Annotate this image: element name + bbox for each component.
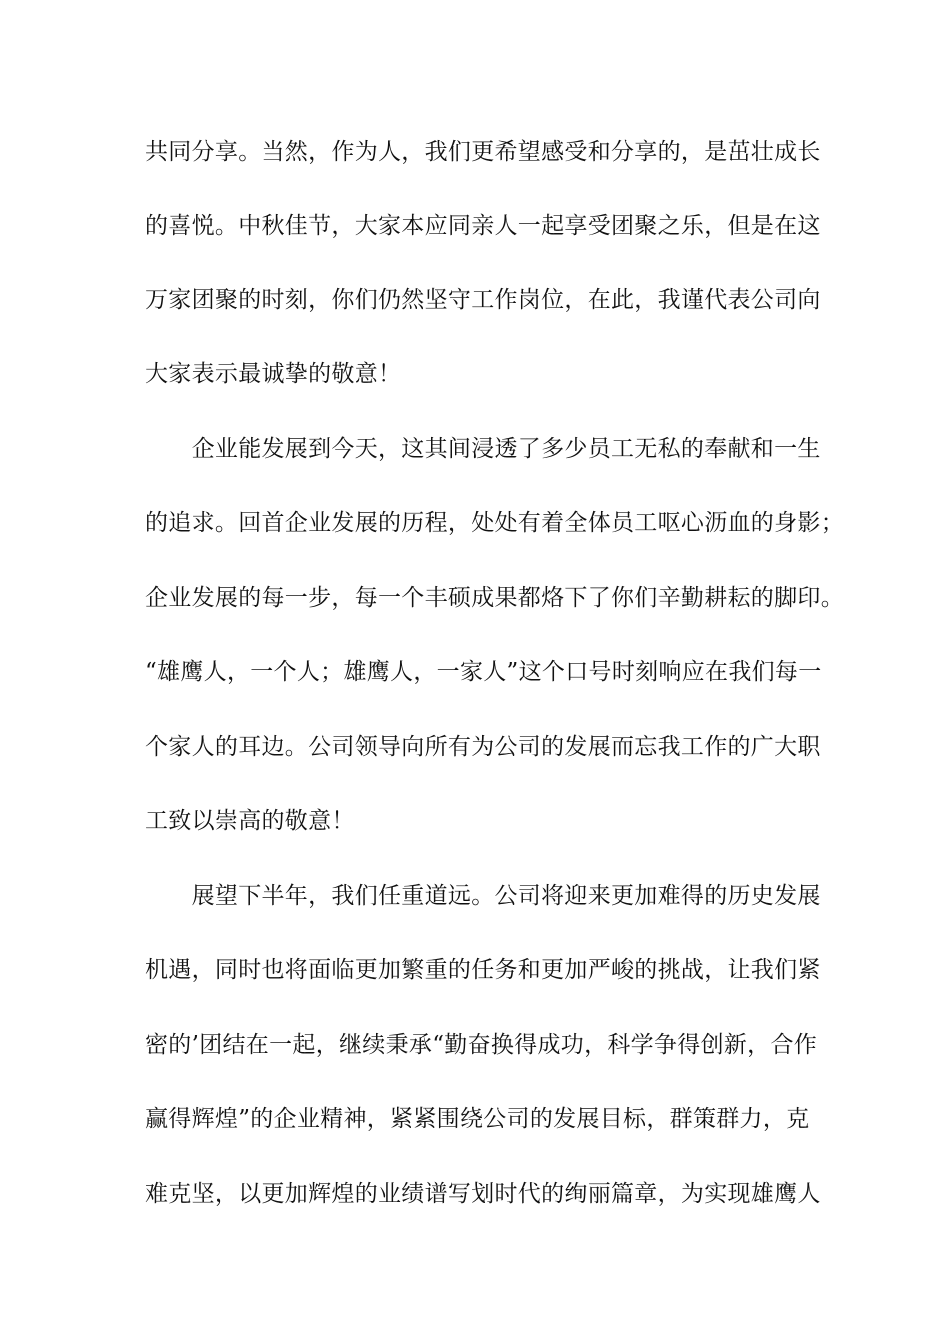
text-line: 企业能发展到今天，这其间浸透了多少员工无私的奉献和一生	[145, 436, 821, 462]
text-line: 的追求。回首企业发展的历程，处处有着全体员工呕心沥血的身影；	[145, 510, 844, 536]
text-line: 的喜悦。中秋佳节，大家本应同亲人一起享受团聚之乐，但是在这	[145, 213, 821, 239]
text-line: 机遇，同时也将面临更加繁重的任务和更加严峻的挑战，让我们紧	[145, 957, 821, 983]
text-line: 个家人的耳边。公司领导向所有为公司的发展而忘我工作的广大职	[145, 734, 821, 760]
text-line: 大家表示最诚挚的敬意！	[145, 361, 402, 387]
text-line: 企业发展的每一步，每一个丰硕成果都烙下了你们辛勤耕耘的脚印。	[145, 585, 844, 611]
text-line: 难克坚，以更加辉煌的业绩谱写划时代的绚丽篇章，为实现雄鹰人	[145, 1181, 821, 1207]
text-line: 工致以崇高的敬意！	[145, 808, 355, 834]
text-line: “雄鹰人，一个人；雄鹰人，一家人”这个口号时刻响应在我们每一	[145, 659, 822, 685]
text-line: 共同分享。当然，作为人，我们更希望感受和分享的，是茁壮成长	[145, 139, 821, 165]
text-line: 展望下半年，我们任重道远。公司将迎来更加难得的历史发展	[145, 883, 821, 909]
text-line: 万家团聚的时刻，你们仍然坚守工作岗位，在此，我谨代表公司向	[145, 287, 821, 313]
text-line: 赢得辉煌”的企业精神，紧紧围绕公司的发展目标，群策群力，克	[145, 1106, 810, 1132]
text-line: 密的’团结在一起，继续秉承“勤奋换得成功，科学争得创新，合作	[145, 1032, 818, 1058]
